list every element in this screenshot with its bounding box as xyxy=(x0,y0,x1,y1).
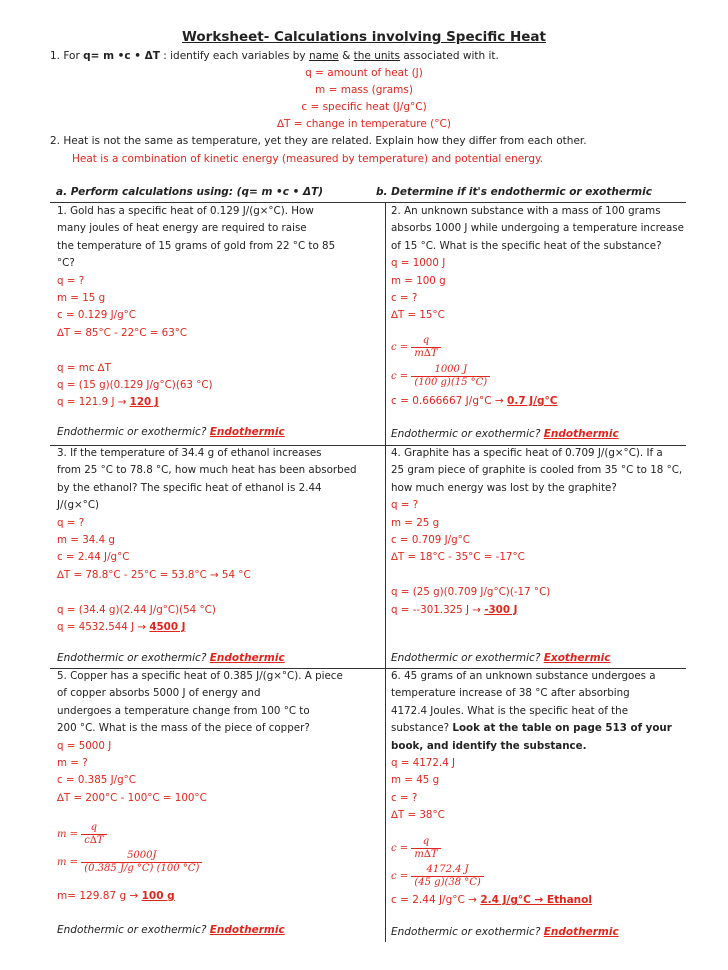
p6-result xyxy=(391,894,592,906)
p3-question-line: 3. If the temperature of 34.4 g of ethanol increases xyxy=(57,447,322,459)
p4-work-line: c = 0.709 J/g°C xyxy=(391,533,470,546)
p2-formula xyxy=(391,335,441,360)
p2-sub-lhs: c = xyxy=(391,371,409,382)
p2-final-answer: 0.7 J/g°C xyxy=(507,395,558,407)
p2-substitution xyxy=(391,364,490,389)
p4-work-line: ∆T = 18°C - 35°C = -17°C xyxy=(391,551,525,564)
endo-prompt: Endothermic or exothermic? xyxy=(57,426,207,438)
p1-final-answer: 120 J xyxy=(129,396,159,409)
p6-question-line: 4172.4 Joules. What is the specific heat of the xyxy=(391,704,629,717)
p2-formula-lhs: c = xyxy=(391,342,409,353)
p3-question-line: by the ethanol? The specific heat of ethanol is 2.44 xyxy=(57,481,322,494)
p6-formula xyxy=(391,836,441,861)
worksheet-title: Worksheet- Calculations involving Specific Heat xyxy=(182,29,546,45)
p3-calc-line: q = (34.4 g)(2.44 J/g°C)(54 °C) xyxy=(57,603,216,616)
p3-result-prefix: q = 4532.544 J → xyxy=(57,620,150,633)
p6-work-line: ∆T = 38°C xyxy=(391,809,445,822)
p5-question-line: 200 °C. What is the mass of the piece of copper? xyxy=(57,722,310,735)
p2-endo-result: Endothermic xyxy=(543,428,619,440)
p5-formula-num: q xyxy=(81,822,106,835)
p3-endo-answer xyxy=(57,652,285,664)
p2-question-line: of 15 °C. What is the specific heat of the substance? xyxy=(391,239,662,252)
q1-suffix: associated with it. xyxy=(400,50,499,62)
p2-question-line: absorbs 1000 J while undergoing a temperature increase xyxy=(391,222,684,235)
p6-result-prefix: c = 2.44 J/g°C → xyxy=(391,894,481,906)
p5-formula-den: c∆T xyxy=(84,835,104,846)
question-2: 2. Heat is not the same as temperature, yet they are related. Explain how they differ from each other. xyxy=(50,135,587,147)
p2-formula-num: q xyxy=(411,335,440,348)
p1-calc-line: q = mc ∆T xyxy=(57,361,111,374)
p1-question-line: the temperature of 15 grams of gold from 22 °C to 85 xyxy=(57,239,336,252)
p4-result-prefix: q = --301.325 J → xyxy=(391,603,485,616)
p1-result xyxy=(57,394,335,411)
problem-4 xyxy=(391,445,682,619)
p6-formula-den: m∆T xyxy=(414,849,438,860)
p4-work-line: m = 25 g xyxy=(391,516,440,529)
p6-substitution xyxy=(391,864,484,889)
p3-work-line: m = 34.4 g xyxy=(57,533,115,546)
p6-endo-result: Endothermic xyxy=(543,926,619,938)
p5-work-line: m = ? xyxy=(57,756,88,769)
p5-endo-result: Endothermic xyxy=(209,924,285,936)
p1-work-line: c = 0.129 J/g°C xyxy=(57,309,136,322)
p1-work-line: q = ? xyxy=(57,274,85,287)
problem-5 xyxy=(57,668,343,807)
p6-sub-num: 4172.4 J xyxy=(411,864,483,877)
p5-sub-num: 5000J xyxy=(81,850,202,863)
q1-prefix: 1. For xyxy=(50,50,84,62)
p5-question-line: undergoes a temperature change from 100 °C to xyxy=(57,704,310,717)
p3-work-line: c = 2.44 J/g°C xyxy=(57,551,130,564)
p1-question-line: °C? xyxy=(57,257,75,270)
p5-endo-answer xyxy=(57,924,285,936)
problem-6 xyxy=(391,668,672,825)
problem-1 xyxy=(57,203,335,412)
p1-work-line: m = 15 g xyxy=(57,291,106,304)
header-b: b. Determine if it's endothermic or exothermic xyxy=(376,186,652,198)
p5-sub-den: (0.385 J/g °C) (100 °C) xyxy=(84,863,200,874)
p5-work-line: ∆T = 200°C - 100°C = 100°C xyxy=(57,791,207,804)
p5-work-line: q = 5000 J xyxy=(57,739,112,752)
p6-question-line: 6. 45 grams of an unknown substance undergoes a xyxy=(391,670,656,682)
p5-question-line: 5. Copper has a specific heat of 0.385 J/(g×°C). A piece xyxy=(57,670,343,682)
p4-question-line: how much energy was lost by the graphite? xyxy=(391,481,617,494)
p5-sub-lhs: m = xyxy=(57,857,79,868)
p2-endo-answer xyxy=(391,428,619,440)
p6-endo-answer xyxy=(391,926,619,938)
p1-endo-answer xyxy=(57,426,285,438)
p3-work-line: q = ? xyxy=(57,516,85,529)
p2-sub-num: 1000 J xyxy=(411,364,490,377)
p4-work-line: q = ? xyxy=(391,499,419,512)
p6-work-line: q = 4172.4 J xyxy=(391,756,456,769)
def-dt: ∆T = change in temperature (°C) xyxy=(277,118,451,130)
p6-sub-den: (45 g)(38 °C) xyxy=(414,877,481,888)
p6-bold-instruction: Look at the table on page 513 of your xyxy=(452,722,672,735)
endo-prompt: Endothermic or exothermic? xyxy=(391,926,541,938)
grid-divider xyxy=(385,202,386,942)
p2-work-line: m = 100 g xyxy=(391,274,446,287)
p1-work-line: ∆T = 85°C - 22°C = 63°C xyxy=(57,326,188,339)
p1-calc-line: q = (15 g)(0.129 J/g°C)(63 °C) xyxy=(57,378,213,391)
p3-result xyxy=(57,619,357,636)
def-q: q = amount of heat (J) xyxy=(305,67,423,79)
p2-formula-den: m∆T xyxy=(414,348,438,359)
def-m: m = mass (grams) xyxy=(315,84,413,96)
p1-endo-result: Endothermic xyxy=(209,426,285,438)
p6-formula-lhs: c = xyxy=(391,843,409,854)
header-a: a. Perform calculations using: (q= m •c • ΔT) xyxy=(56,186,324,198)
p5-work-line: c = 0.385 J/g°C xyxy=(57,774,136,787)
p2-work-line: ∆T = 15°C xyxy=(391,309,445,322)
endo-prompt: Endothermic or exothermic? xyxy=(57,924,207,936)
p6-question-line: temperature increase of 38 °C after absorbing xyxy=(391,687,630,700)
q1-name-word: name xyxy=(308,50,339,62)
p4-result xyxy=(391,602,682,619)
p6-formula-num: q xyxy=(411,836,440,849)
def-c: c = specific heat (J/g°C) xyxy=(301,101,427,113)
p5-result xyxy=(57,890,175,902)
problem-3 xyxy=(57,445,357,636)
p3-endo-result: Endothermic xyxy=(209,652,285,664)
p1-question-line: 1. Gold has a specific heat of 0.129 J/(g×°C). How xyxy=(57,205,314,217)
p4-question-line: 25 gram piece of graphite is cooled from 35 °C to 18 °C, xyxy=(391,464,683,477)
q1-units-word: the units xyxy=(353,50,401,62)
p6-question-line: substance? xyxy=(391,722,453,735)
q1-amp: & xyxy=(338,50,354,62)
problem-2 xyxy=(391,203,684,325)
p6-work-line: c = ? xyxy=(391,791,418,804)
p4-question-line: 4. Graphite has a specific heat of 0.709 J/(g×°C). If a xyxy=(391,447,663,459)
p2-work-line: q = 1000 J xyxy=(391,257,446,270)
question-2-answer: Heat is a combination of kinetic energy (measured by temperature) and potential energy. xyxy=(72,153,544,165)
p3-work-line: ∆T = 78.8°C - 25°C = 53.8°C → 54 °C xyxy=(57,568,251,581)
p6-sub-lhs: c = xyxy=(391,871,409,882)
p4-endo-result: Exothermic xyxy=(543,652,611,664)
p6-bold-instruction: book, and identify the substance. xyxy=(391,739,587,752)
p6-final-answer: 2.4 J/g°C → Ethanol xyxy=(480,894,592,906)
endo-prompt: Endothermic or exothermic? xyxy=(391,652,541,664)
p4-calc-line: q = (25 g)(0.709 J/g°C)(-17 °C) xyxy=(391,586,551,599)
p4-final-answer: -300 J xyxy=(484,603,518,616)
problem-grid xyxy=(50,202,686,942)
q1-formula: q= m •c • ΔT xyxy=(83,50,160,62)
p4-endo-answer xyxy=(391,652,610,664)
p2-question-line: 2. An unknown substance with a mass of 100 grams xyxy=(391,205,661,217)
p5-question-line: of copper absorbs 5000 J of energy and xyxy=(57,687,261,700)
p2-sub-den: (100 g)(15 °C) xyxy=(414,377,488,388)
endo-prompt: Endothermic or exothermic? xyxy=(391,428,541,440)
p2-result xyxy=(391,395,558,407)
p5-substitution xyxy=(57,850,202,875)
p5-formula xyxy=(57,822,107,847)
p5-final-answer: 100 g xyxy=(141,890,175,902)
p1-result-prefix: q = 121.9 J → xyxy=(57,396,130,409)
p3-question-line: from 25 °C to 78.8 °C, how much heat has been absorbed xyxy=(57,464,357,477)
p3-final-answer: 4500 J xyxy=(149,620,186,633)
p2-result-prefix: c = 0.666667 J/g°C → xyxy=(391,395,508,407)
p3-question-line: J/(g×°C) xyxy=(57,499,100,512)
p2-work-line: c = ? xyxy=(391,291,418,304)
question-1 xyxy=(50,50,499,62)
q1-mid: : identify each variables by xyxy=(159,50,309,62)
p5-formula-lhs: m = xyxy=(57,829,79,840)
p6-work-line: m = 45 g xyxy=(391,774,440,787)
p1-question-line: many joules of heat energy are required to raise xyxy=(57,222,307,235)
p5-result-prefix: m= 129.87 g → xyxy=(57,890,142,902)
endo-prompt: Endothermic or exothermic? xyxy=(57,652,207,664)
